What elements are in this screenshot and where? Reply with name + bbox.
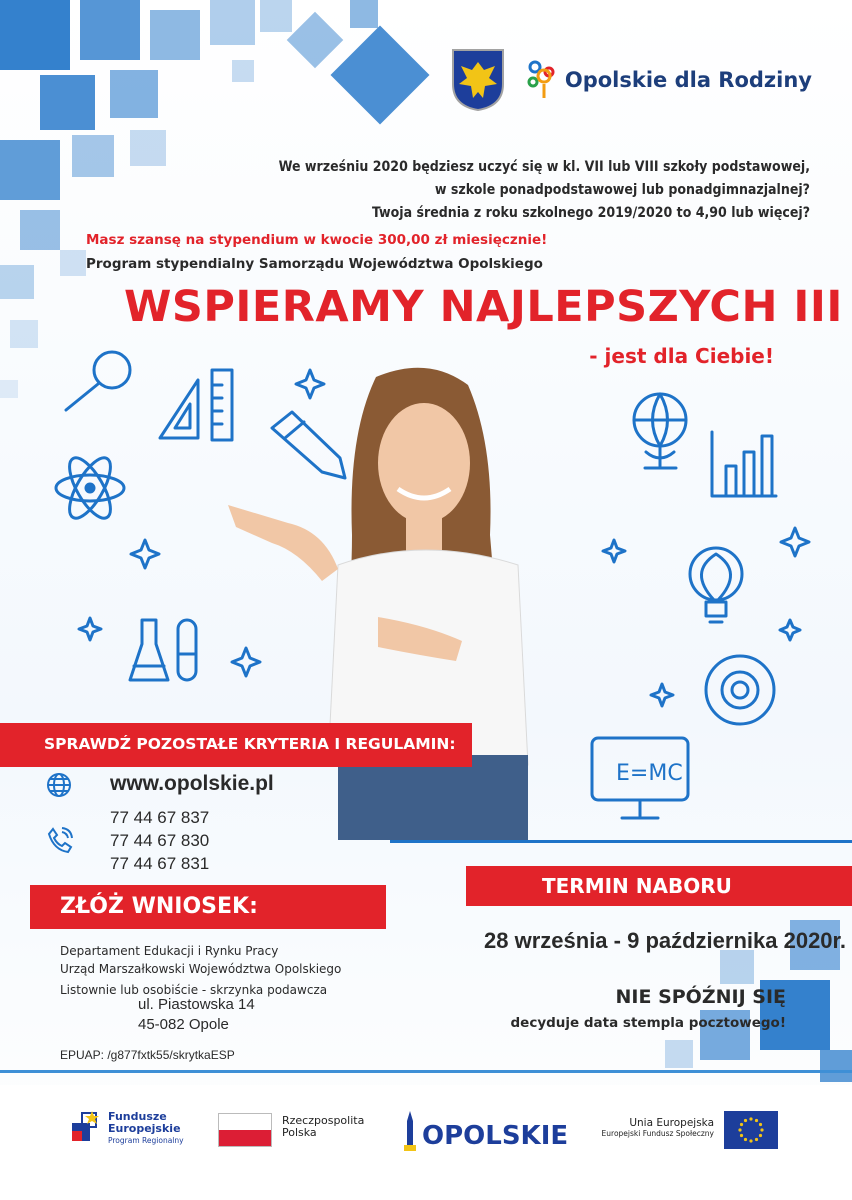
student-photo	[228, 355, 598, 840]
fe-line-2: Europejskie	[108, 1122, 181, 1135]
rzeczpospolita-text	[282, 1115, 364, 1139]
fundusze-europejskie-logo-icon	[70, 1109, 102, 1145]
fundusze-text	[108, 1111, 184, 1147]
headline-subtitle: - jest dla Ciebie!	[589, 344, 774, 368]
department-line-1: Departament Edukacji i Rynku Pracy	[60, 944, 279, 958]
criteria-banner-text: SPRAWDŹ POZOSTAŁE KRYTERIA I REGULAMIN:	[44, 735, 456, 753]
program-name: Program stypendialny Samorządu Województwa Opolskiego	[86, 256, 543, 272]
globe-web-icon	[46, 772, 72, 798]
website-link[interactable]: www.opolskie.pl	[110, 772, 274, 795]
address-block	[60, 942, 341, 999]
apply-banner-text: ZŁÓŻ WNIOSEK:	[60, 894, 258, 919]
phone-icon	[46, 826, 74, 854]
delivery-info: Listownie lub osobiście - skrzynka podawcza	[60, 983, 328, 997]
deadline-dates: 28 września - 9 października 2020r.	[484, 928, 846, 953]
rp-line-2: Polska	[282, 1126, 317, 1139]
formula-text: E=MC	[616, 761, 683, 786]
deadline-banner	[466, 866, 852, 906]
polish-flag-icon	[218, 1113, 272, 1147]
deadline-note: decyduje data stempla pocztowego!	[510, 1015, 786, 1031]
atom-icon	[56, 452, 124, 524]
rp-line-1: Rzeczpospolita	[282, 1114, 365, 1127]
footer-divider	[0, 1070, 852, 1073]
eu-flag-icon	[724, 1111, 778, 1149]
magnifier-icon	[66, 352, 130, 410]
eu-text	[580, 1117, 714, 1138]
brand-logo	[527, 60, 812, 100]
opolskie-wordmark: OPOLSKIE	[422, 1121, 569, 1151]
criteria-banner	[0, 723, 472, 767]
ruler-triangle-icon	[160, 370, 232, 440]
fe-line-1: Fundusze	[108, 1110, 167, 1123]
flasks-icon	[130, 620, 196, 680]
department-line-2: Urząd Marszałkowski Województwa Opolskiego	[60, 962, 342, 976]
gear-icon	[706, 656, 774, 724]
opolskie-tower-icon	[402, 1111, 418, 1151]
phone-number[interactable]: 77 44 67 830	[110, 831, 210, 850]
opolskie-coat-of-arms-icon	[451, 48, 505, 112]
phone-number[interactable]: 77 44 67 831	[110, 854, 210, 873]
deadline-banner-text: TERMIN NABORU	[542, 874, 732, 898]
city: 45-082 Opole	[138, 1016, 229, 1033]
separator-line	[390, 840, 852, 843]
deadline-warning: NIE SPÓŹNIJ SIĘ	[615, 986, 786, 1008]
street: ul. Piastowska 14	[138, 996, 255, 1013]
question-line-2: w szkole ponadpodstawowej lub ponadgimnazjalnej?	[434, 182, 810, 198]
footer	[0, 1085, 852, 1200]
globe-icon	[634, 394, 686, 468]
question-line-3: Twoja średnia z roku szkolnego 2019/2020 to 4,90 lub więcej?	[371, 205, 810, 221]
ue-line-2: Europejski Fundusz Społeczny	[601, 1129, 714, 1138]
lightbulb-icon	[690, 548, 742, 622]
brand-name: Opolskie dla Rodziny	[564, 68, 812, 92]
scholarship-amount: Masz szansę na stypendium w kwocie 300,00 zł miesięcznie!	[86, 232, 548, 248]
epuap-address: EPUAP: /g877fxtk55/skrytkaESP	[60, 1048, 235, 1062]
headline-title: WSPIERAMY NAJLEPSZYCH III	[124, 282, 843, 332]
fe-line-3: Program Regionalny	[108, 1136, 184, 1145]
question-line-1: We wrześniu 2020 będziesz uczyć się w kl. VII lub VIII szkoły podstawowej,	[278, 159, 810, 175]
ue-line-1: Unia Europejska	[629, 1117, 714, 1129]
phone-list	[110, 806, 209, 875]
phone-number[interactable]: 77 44 67 837	[110, 808, 210, 827]
header-logos	[451, 48, 812, 112]
family-dots-icon	[527, 60, 557, 100]
bar-chart-doodle-icon	[712, 432, 776, 496]
apply-banner	[30, 885, 386, 929]
postal-address	[138, 995, 255, 1035]
